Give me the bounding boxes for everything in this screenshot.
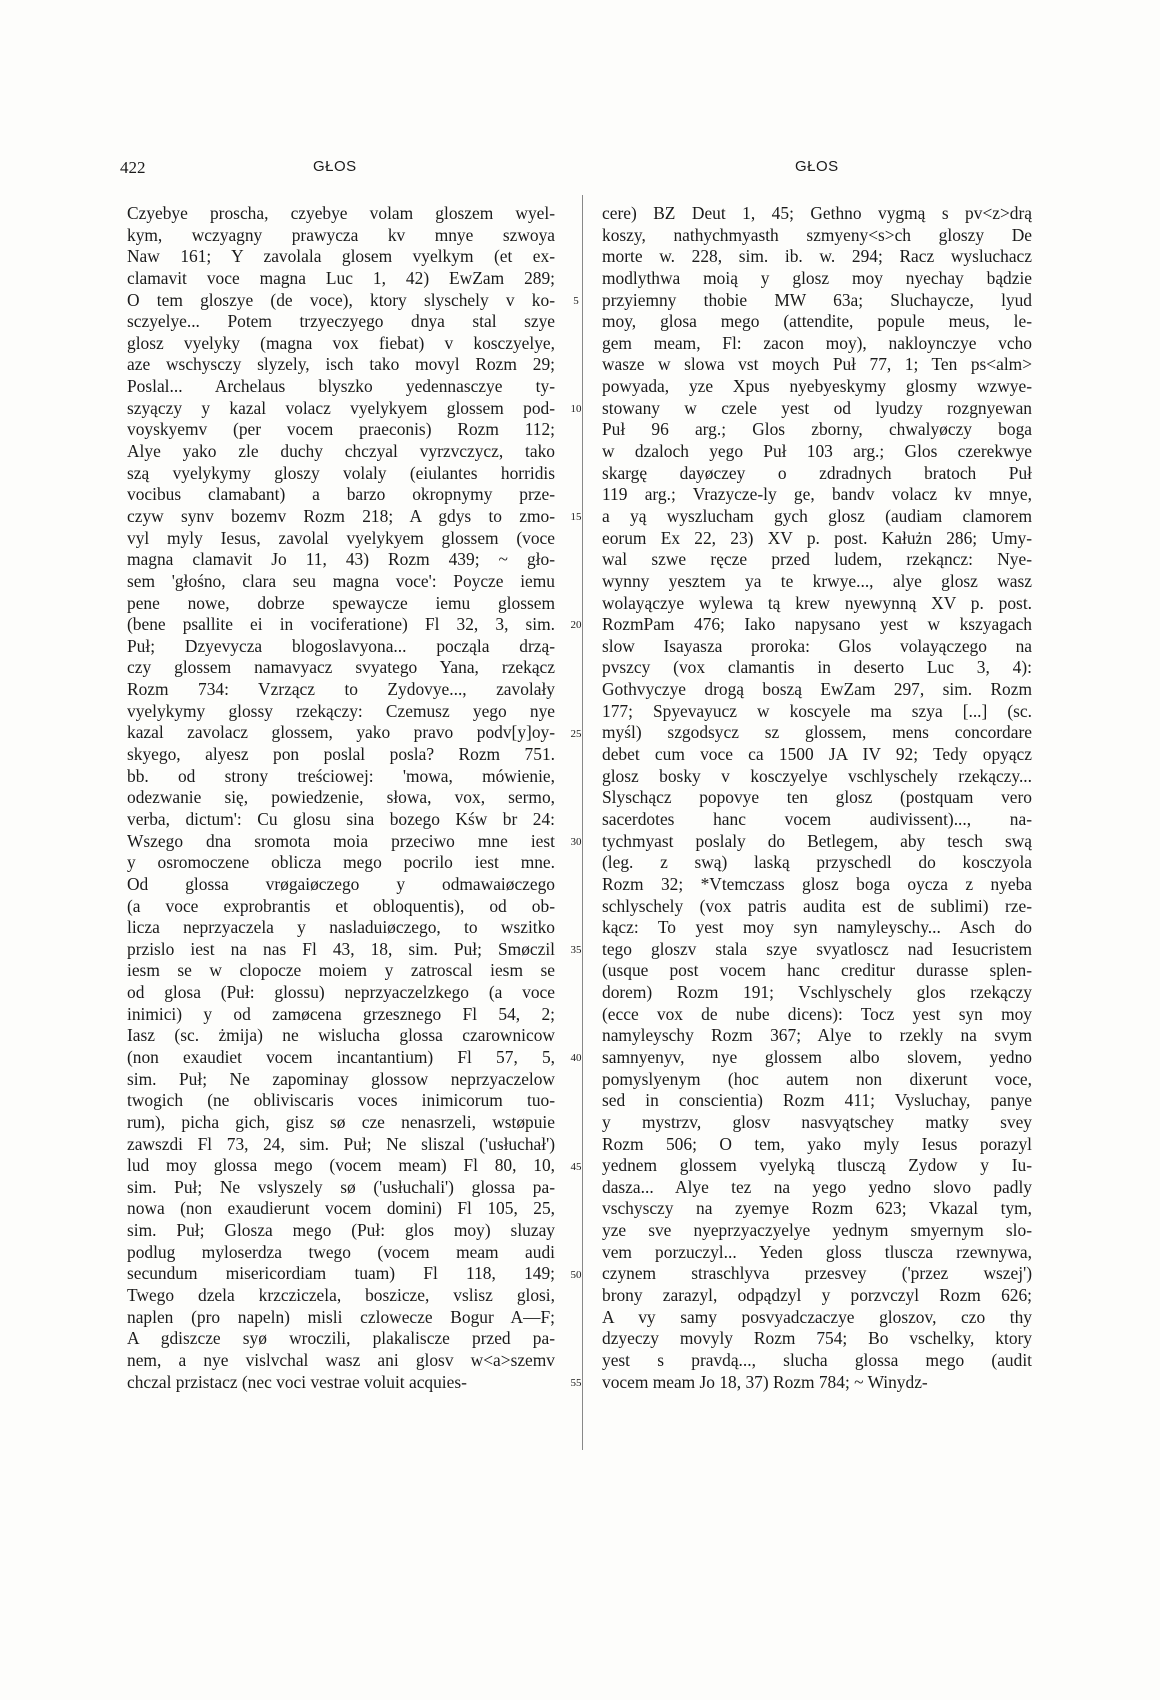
right-column [602, 203, 1032, 1393]
text-line: odezwanie się, powiedzenie, słowa, vox, sermo, [127, 787, 555, 808]
text-line: yest s pravdą..., slucha glossa mego (audit [602, 1349, 1032, 1370]
text-line: debet cum voce ca 1500 JA IV 92; Tedy opyącz [602, 744, 1032, 765]
text-line: chczal przistacz (nec voci vestrae voluit acquies- [127, 1371, 467, 1392]
text-line: sim. Puł; Ne zapominay glossow neprzyaczelow [127, 1068, 555, 1089]
running-head-left: GŁOS [313, 158, 357, 175]
text-line: y mystrzv, glosv nasvyątschey matky svey [602, 1111, 1032, 1132]
text-line: Slyschącz popovye ten glosz (postquam vero [602, 787, 1032, 808]
text-line: Rozm 506; O tem, yako myly Iesus porazyl [602, 1133, 1032, 1154]
text-line: Wszego dna sromota moia przeciwo mne iest [127, 830, 555, 851]
text-line: powyada, yze Xpus nyebyeskymy glosmy wzwye- [602, 376, 1032, 397]
page-number: 422 [120, 158, 146, 177]
text-line: stowany w czele yest od lyudzy rozgnyewan [602, 397, 1032, 418]
text-line: gem meam, Fl: zacon moy), nakloynczye vcho [602, 332, 1032, 353]
text-line: lud moy glossa mego (vocem meam) Fl 80, 10, [127, 1155, 555, 1176]
text-line: pvszcy (vox clamantis in deserto Luc 3, 4): [602, 657, 1032, 678]
line-number: 50 [570, 1268, 582, 1281]
text-line: dasza... Alye tez na yego yedno slovo padly [602, 1176, 1032, 1197]
line-number: 45 [570, 1160, 582, 1173]
text-line: Czyebye proscha, czyebye volam gloszem wyel- [127, 203, 555, 223]
text-line: y osromoczene oblicza mego pocrilo iest mne. [127, 852, 555, 873]
text-line: nowa (non exaudierunt vocem domini) Fl 105, 25, [127, 1198, 555, 1219]
text-line: wal szwe ręcze przed ludem, rzekąncz: Nye- [602, 549, 1032, 570]
text-line: Od glossa vrøgaiøczego y odmawaiøczego [127, 873, 555, 894]
text-line: sim. Puł; Glosza mego (Puł: glos moy) sluzay [127, 1220, 555, 1241]
text-line: slow Isayasza proroka: Glos volayączego na [602, 635, 1032, 656]
text-line: szą vyelykymy gloszy volaly (eiulantes horridis [127, 462, 555, 483]
text-line: vyl myly Iesus, zavolal vyelykyem glossem (voce [127, 527, 555, 548]
line-number: 25 [570, 727, 582, 740]
text-line: cere) BZ Deut 1, 45; Gethno vygmą s pv<z>drą [602, 203, 1032, 223]
text-line: (bene psallite ei in vociferatione) Fl 32, 3, sim. [127, 614, 555, 635]
text-line: (leg. z swą) laską przyschedl do kosczyola [602, 852, 1032, 873]
text-line: a yą wyszlucham gych glosz (audiam clamorem [602, 505, 1032, 526]
text-line: sem 'głośno, clara seu magna voce': Poycze iemu [127, 570, 555, 591]
text-line: secundum misericordiam tuam) Fl 118, 149; [127, 1263, 555, 1284]
text-line: myśl) szgodsycz sz glossem, mens concordare [602, 722, 1032, 743]
text-line: yednem glossem vyelyką tlusczą Zydow y Iu- [602, 1155, 1032, 1176]
text-line: wasze w slowa vst moych Puł 77, 1; Ten ps<alm> [602, 354, 1032, 375]
text-line: moy, glosa mego (attendite, popule meus, le- [602, 311, 1032, 332]
text-line: Alye yako zle duchy chczyal vyrzvczycz, tako [127, 441, 555, 462]
text-line: dorem) Rozm 191; Vschlyschely glos rzekączy [602, 982, 1032, 1003]
text-line: vschysczy na zyemye Rozm 623; Vkazal tym, [602, 1198, 1032, 1219]
text-line: 119 arg.; Vrazycze-ly ge, bandv volacz kv mnye, [602, 484, 1032, 505]
text-line: Poslal... Archelaus blyszko yedennasczye ty- [127, 376, 555, 397]
text-line: Twego dzela krzcziczela, boszicze, vslisz glosi, [127, 1285, 555, 1306]
line-number: 20 [570, 619, 582, 632]
left-column [127, 203, 555, 1393]
text-line: zawszdi Fl 73, 24, sim. Puł; Ne sliszal ('usłuchał') [127, 1133, 555, 1154]
text-line: kym, wczyagny prawycza kv mnye szwoya [127, 224, 555, 245]
text-line: sed in conscientia) Rozm 411; Vysluchay, panye [602, 1090, 1032, 1111]
text-line: czy glossem namavyacz svyatego Yana, rzekącz [127, 657, 555, 678]
text-line: Rozm 734: Vzrzącz to Zydovye..., zavolały [127, 679, 555, 700]
text-line: Puł 96 arg.; Glos zborny, chwalyøczy boga [602, 419, 1032, 440]
text-line: pene nowe, dobrze spewaycze iemu glossem [127, 592, 555, 613]
text-line: podlug myloserdza twego (vocem meam audi [127, 1241, 555, 1262]
text-line: licza neprzyaczela y nasladuiøczego, to wszitko [127, 917, 555, 938]
text-line: aze wschysczy slyzely, isch tako movyl Rozm 29; [127, 354, 555, 375]
text-line: w dzaloch yego Puł 103 arg.; Glos czerekwye [602, 441, 1032, 462]
text-line: glosz bosky v kosczyelye vschlyschely rzekączy... [602, 765, 1032, 786]
text-line: sacerdotes hanc vocem audivissent)..., na- [602, 808, 1032, 829]
text-line: skyego, alyesz pon poslal posla? Rozm 751. [127, 744, 555, 765]
line-number: 10 [570, 402, 582, 415]
line-number: 5 [573, 294, 579, 307]
text-line: pomyslyenym (hoc autem non dixerunt voce, [602, 1068, 1032, 1089]
text-line: tego gloszv stala szye svyatloscz nad Iesucristem [602, 938, 1032, 959]
text-line: czynem straschlyva przesvey ('przez wszej') [602, 1263, 1032, 1284]
text-line: (a voce exprobrantis et obloquentis), od ob- [127, 895, 555, 916]
text-line: (non exaudiet vocem incantantium) Fl 57, 5, [127, 1046, 555, 1067]
line-number: 15 [570, 511, 582, 524]
text-line: Gothvyczye drogą boszą EwZam 297, sim. Rozm [602, 679, 1032, 700]
text-line: wynny yesztem ya te krwye..., alye glosz wasz [602, 570, 1032, 591]
text-line: przislo iest na nas Fl 43, 18, sim. Puł; Smøczil [127, 938, 555, 959]
text-line: namyleyschy Rozm 367; Alye to rzekly na svym [602, 1025, 1032, 1046]
text-line: nem, a nye vislvchal wasz ani glosv w<a>szemv [127, 1349, 555, 1370]
text-line: kazal zavolacz glossem, yako pravo podv[y]oy- [127, 722, 555, 743]
text-line: wolayączye wylewa tą krew nyewynną XV p. post. [602, 592, 1032, 613]
text-line: czyw synv bozemv Rozm 218; A gdys to zmo- [127, 505, 555, 526]
text-line: RozmPam 476; Iako napysano yest w kszyagach [602, 614, 1032, 635]
text-line: koszy, nathychmyasth szmyeny<s>ch gloszy De [602, 224, 1032, 245]
text-line: modlythwa moią y glosz moy nyechay bądzie [602, 267, 1032, 288]
text-line: bb. od strony treściowej: 'mowa, mówienie, [127, 765, 555, 786]
text-line: szyączy y kazal volacz vyelykyem glossem pod- [127, 397, 555, 418]
running-head-right: GŁOS [795, 158, 839, 175]
text-line: kącz: To yest moy syn namyleyschy... Asch do [602, 917, 1032, 938]
text-line: schlyschely (vox patris audita est de sublimi) rze- [602, 895, 1032, 916]
text-line: yze sve nyeprzyaczyelye yednym smyernym slo- [602, 1220, 1032, 1241]
line-number: 40 [570, 1052, 582, 1065]
text-line: samnyenyv, nye glossem albo slovem, yedno [602, 1046, 1032, 1067]
text-line: inimici) y od zamøcena grzesznego Fl 54, 2; [127, 1003, 555, 1024]
text-line: vocem meam Jo 18, 37) Rozm 784; ~ Winydz- [602, 1371, 928, 1392]
line-number: 55 [570, 1377, 582, 1390]
text-line: Rozm 32; *Vtemczass glosz boga oycza z nyeba [602, 873, 1032, 894]
text-line: glosz vyelyky (magna vox fiebat) v kosczyelye, [127, 332, 555, 353]
text-line: magna clamavit Jo 11, 43) Rozm 439; ~ gło- [127, 549, 555, 570]
text-line: vyelykymy glossy rzekączy: Czemusz yego nye [127, 700, 555, 721]
text-line: (usque post vocem hanc creditur durasse splen- [602, 960, 1032, 981]
line-number: 30 [570, 835, 582, 848]
text-line: Iasz (sc. żmija) ne wislucha glossa czarownicow [127, 1025, 555, 1046]
text-line: sim. Puł; Ne vslyszely sø ('usłuchali') glossa pa- [127, 1176, 555, 1197]
text-line: (ecce vox de nube dicens): Tocz yest syn moy [602, 1003, 1032, 1024]
text-line: voyskyemv (per vocem praeconis) Rozm 112; [127, 419, 555, 440]
text-line: Puł; Dzyevycza blogoslavyona... począla drzą- [127, 635, 555, 656]
text-line: 177; Spyevayucz w koscyele ma szya [...] (sc. [602, 700, 1032, 721]
text-line: eorum Ex 22, 23) XV p. post. Kałużn 286; Umy- [602, 527, 1032, 548]
column-divider [582, 195, 583, 1450]
text-line: O tem gloszye (de voce), ktory slyschely v ko- [127, 289, 555, 310]
text-line: verba, dictum': Cu glosu sina bozego Kśw br 24: [127, 808, 555, 829]
text-line: morte w. 228, sim. ib. w. 294; Racz wysluchacz [602, 246, 1032, 267]
text-line: od glosa (Puł: glossu) neprzyaczelzkego (a voce [127, 982, 555, 1003]
text-line: twogich (ne obliviscaris voces inimicorum tuo- [127, 1090, 555, 1111]
text-line: przyiemny thobie MW 63a; Sluchaycze, lyud [602, 289, 1032, 310]
text-line: vocibus clamabant) a barzo okropnymy prze- [127, 484, 555, 505]
text-line: skargę dayøczey o zdradnych bratoch Puł [602, 462, 1032, 483]
text-line: naplen (pro napeln) misli czlowecze Bogur A—F; [127, 1306, 555, 1327]
text-line: tychmyast poslaly do Betlegem, aby tesch swą [602, 830, 1032, 851]
text-line: A vy samy posvyadczaczye gloszov, czo thy [602, 1306, 1032, 1327]
line-number: 35 [570, 944, 582, 957]
text-line: Naw 161; Y zavolala glosem vyelkym (et ex- [127, 246, 555, 267]
text-line: vem porzuczyl... Yeden gloss tluscza rzewnywa, [602, 1241, 1032, 1262]
text-line: A gdiszcze syø wroczili, plakaliscze przed pa- [127, 1328, 555, 1349]
text-line: brony zarazyl, odpądzyl y porzvczyl Rozm 626; [602, 1285, 1032, 1306]
text-line: rum), picha gich, gisz sø cze nenasrzeli, wstøpuie [127, 1111, 555, 1132]
text-line: iesm se w clopocze moiem y zatroscal iesm se [127, 960, 555, 981]
text-line: sczyelye... Potem trzyeczyego dnya stal szye [127, 311, 555, 332]
text-line: dzyeczy movyly Rozm 754; Bo vschelky, ktory [602, 1328, 1032, 1349]
text-line: clamavit voce magna Luc 1, 42) EwZam 289; [127, 267, 555, 288]
